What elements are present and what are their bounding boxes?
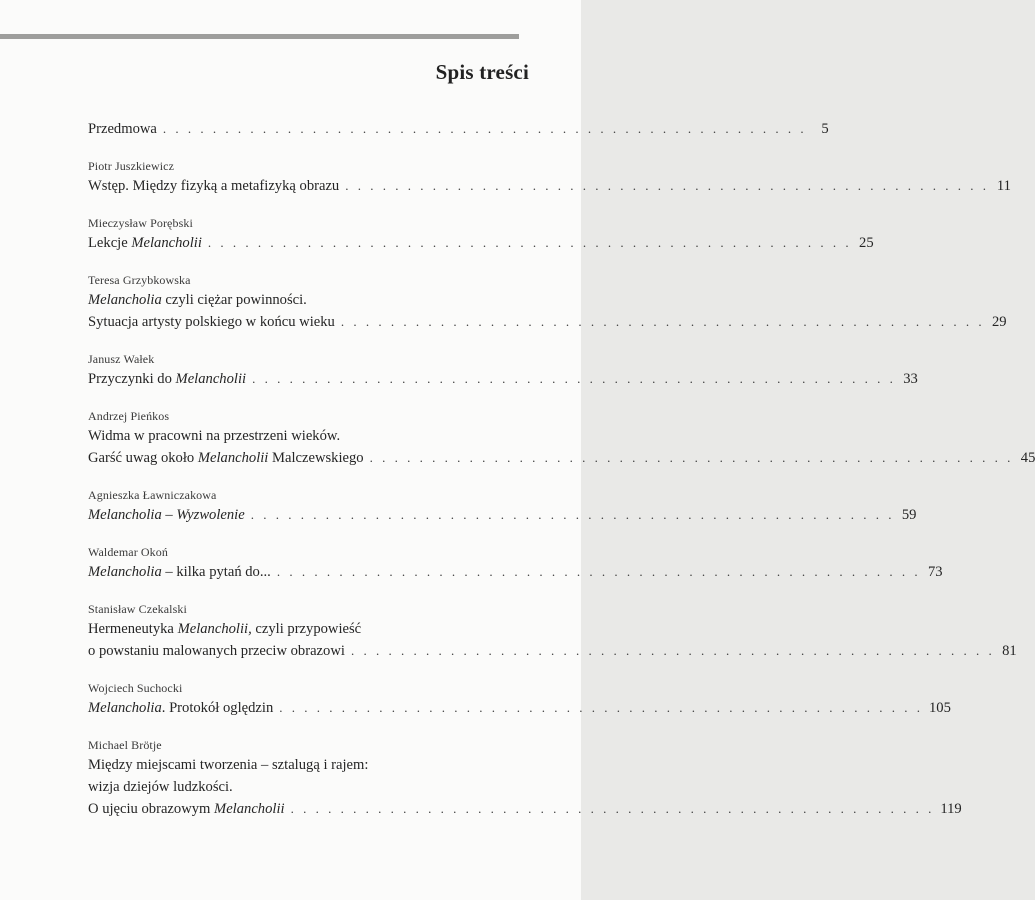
toc-entry — [88, 486, 917, 526]
entry-title-line — [88, 425, 520, 447]
entry-title-line — [88, 640, 1017, 662]
title-fragment: Hermeneutyka — [88, 621, 178, 637]
toc-entry — [88, 214, 874, 254]
page-number: 81 — [1002, 643, 1017, 659]
entry-author: Mieczysław Porębski — [88, 216, 193, 230]
dot-leader: . . . . . . . . . . . . . . . . . . . . . . . . . . . . . . . . . . . . . . . . . . . . . . . . . . . . — [207, 235, 852, 250]
title-fragment: Wstęp. Między fizyką a metafizyką obrazu — [88, 178, 340, 194]
entry-title-line — [88, 118, 829, 140]
entry-title-text — [88, 621, 361, 637]
toc-entry — [88, 543, 943, 583]
entry-title-text — [88, 779, 233, 795]
title-fragment: Melancholia — [88, 564, 162, 580]
toc-entry — [88, 157, 1011, 197]
entry-author: Teresa Grzybkowska — [88, 273, 191, 287]
entry-title-text — [88, 175, 339, 197]
entry-title-text — [88, 504, 245, 526]
entry-title-line — [88, 776, 520, 798]
title-fragment: Garść uwag około — [88, 450, 198, 466]
entry-title-text — [88, 311, 335, 333]
entry-author: Waldemar Okoń — [88, 545, 168, 559]
entry-author: Michael Brötje — [88, 738, 162, 752]
toc-entry — [88, 679, 951, 719]
title-fragment: Melancholii, — [177, 621, 252, 637]
entry-title-line — [88, 311, 1007, 333]
title-fragment: czyli ciężar powinności. — [161, 292, 307, 308]
page-number: 33 — [903, 371, 918, 387]
title-fragment: O ujęciu obrazowym — [88, 801, 215, 817]
page-number: 73 — [927, 564, 943, 580]
entry-title-text — [88, 447, 364, 469]
entry-title-text — [88, 697, 273, 719]
entry-title-line — [88, 504, 917, 526]
title-fragment: Melancholia – Wyzwolenie — [88, 507, 245, 523]
title-fragment: Melancholia — [88, 292, 162, 308]
toc-entry — [88, 736, 962, 820]
title-fragment: . Protokół oględzin — [161, 700, 274, 716]
entry-title-text — [88, 368, 246, 390]
title-fragment: Przedmowa — [88, 121, 157, 137]
entry-title-line — [88, 175, 1011, 197]
dot-leader: . . . . . . . . . . . . . . . . . . . . . . . . . . . . . . . . . . . . . . . . . . . . . . . . . . . . — [369, 450, 1014, 465]
title-fragment: czyli przypowieść — [251, 621, 362, 637]
entry-title-line — [88, 368, 918, 390]
entry-title-text — [88, 292, 307, 308]
dot-leader: . . . . . . . . . . . . . . . . . . . . . . . . . . . . . . . . . . . . . . . . . . . . . . . . . . . . — [290, 801, 935, 816]
dot-leader: . . . . . . . . . . . . . . . . . . . . . . . . . . . . . . . . . . . . . . . . . . . . . . . . . . . . — [340, 314, 985, 329]
title-fragment: – kilka pytań do... — [161, 564, 271, 580]
entry-author: Janusz Wałek — [88, 352, 155, 366]
title-fragment: Malczewskiego — [268, 450, 364, 466]
entry-title-text — [88, 232, 202, 254]
title-fragment: Sytuacja artysty polskiego w końcu wieku — [88, 314, 335, 330]
toc-entry — [88, 407, 1035, 469]
dot-leader: . . . . . . . . . . . . . . . . . . . . . . . . . . . . . . . . . . . . . . . . . . . . . . . . . . . . — [250, 507, 895, 522]
toc-entry — [88, 350, 918, 390]
entry-author: Stanisław Czekalski — [88, 602, 187, 616]
page-number: 5 — [821, 121, 829, 137]
title-fragment: o powstaniu malowanych przeciw obrazowi — [88, 643, 345, 659]
page-number: 29 — [992, 314, 1007, 330]
entry-title-line — [88, 697, 951, 719]
entry-title-line — [88, 618, 520, 640]
title-fragment: Widma w pracowni na przestrzeni wieków. — [88, 428, 341, 444]
entry-title-line — [88, 447, 1035, 469]
entry-title-line — [88, 232, 874, 254]
title-fragment: Melancholii — [175, 371, 247, 387]
entry-title-line — [88, 289, 520, 311]
entry-title-text — [88, 561, 271, 583]
page-number: 105 — [929, 700, 951, 716]
page-number: 45 — [1020, 450, 1035, 466]
page-number: 119 — [940, 801, 962, 817]
dot-leader: . . . . . . . . . . . . . . . . . . . . . . . . . . . . . . . . . . . . . . . . . . . . . . . . . . . . — [276, 564, 921, 579]
page-number: 11 — [996, 178, 1011, 194]
toc-entry — [88, 271, 1007, 333]
entry-title-text — [88, 428, 340, 444]
entry-title-text — [88, 118, 157, 140]
toc-entry — [88, 118, 829, 140]
entry-author: Agnieszka Ławniczakowa — [88, 488, 217, 502]
dot-leader: . . . . . . . . . . . . . . . . . . . . . . . . . . . . . . . . . . . . . . . . . . . . . . . . . . . . — [345, 178, 989, 193]
dot-leader: . . . . . . . . . . . . . . . . . . . . . . . . . . . . . . . . . . . . . . . . . . . . . . . . . . . . — [252, 371, 896, 386]
title-fragment: wizja dziejów ludzkości. — [88, 779, 233, 795]
entry-title-line — [88, 754, 520, 776]
title-fragment: Melancholii — [214, 801, 285, 817]
page-number: 25 — [859, 235, 874, 251]
entry-title-text — [88, 640, 345, 662]
entry-title-line — [88, 561, 943, 583]
toc-entry — [88, 600, 1017, 662]
title-fragment: Między miejscami tworzenia – sztalugą i rajem: — [88, 757, 369, 773]
title-fragment: Melancholia — [88, 700, 162, 716]
entry-title-text — [88, 757, 368, 773]
top-rule — [0, 34, 519, 39]
entry-author: Andrzej Pieńkos — [88, 409, 170, 423]
dot-leader: . . . . . . . . . . . . . . . . . . . . . . . . . . . . . . . . . . . . . . . . . . . . . . . . . . . . — [350, 643, 995, 658]
page-number: 59 — [901, 507, 917, 523]
title-fragment: Melancholii — [197, 450, 269, 466]
entry-title-line — [88, 798, 962, 820]
entry-title-text — [88, 798, 285, 820]
dot-leader: . . . . . . . . . . . . . . . . . . . . . . . . . . . . . . . . . . . . . . . . . . . . . . . . . . . . — [279, 700, 923, 715]
entry-author: Wojciech Suchocki — [88, 681, 183, 695]
entry-author: Piotr Juszkiewicz — [88, 159, 175, 173]
title-fragment: Przyczynki do — [88, 371, 176, 387]
title-fragment: Lekcje — [88, 235, 132, 251]
table-of-contents — [88, 118, 1035, 837]
title-fragment: Melancholii — [131, 235, 202, 251]
dot-leader: . . . . . . . . . . . . . . . . . . . . . . . . . . . . . . . . . . . . . . . . . . . . . . . . . . . . — [162, 121, 807, 136]
page-title: Spis treści — [435, 60, 529, 84]
